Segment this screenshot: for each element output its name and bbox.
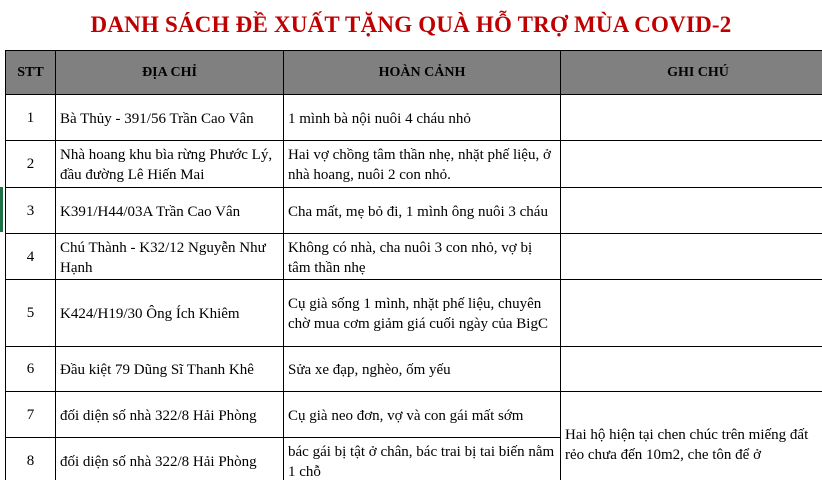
cell-note[interactable] [561, 347, 822, 392]
header-row [6, 51, 822, 95]
cell-stt[interactable]: 5 [6, 280, 56, 347]
cell-address-text: K424/H19/30 Ông Ích Khiêm [60, 306, 240, 322]
header-stt[interactable]: STT [6, 51, 56, 95]
table-row [6, 95, 822, 141]
cell-address-text: đối diện số nhà 322/8 Hải Phòng [60, 453, 257, 470]
sheet-title: DANH SÁCH ĐỀ XUẤT TẶNG QUÀ HỖ TRỢ MÙA COVID-2 [90, 12, 732, 37]
cell-situation[interactable] [284, 95, 561, 141]
cell-address-text: Nhà hoang khu bìa rừng Phước Lý, đầu đường Lê Hiến Mai [60, 147, 273, 183]
cell-address[interactable] [56, 347, 284, 392]
cell-address-text: K391/H44/03A Trần Cao Vân [60, 203, 241, 220]
header-address[interactable]: ĐỊA CHỈ [56, 51, 284, 95]
cell-situation[interactable] [284, 188, 561, 234]
cell-situation[interactable] [284, 438, 561, 480]
cell-address[interactable] [56, 141, 284, 188]
donation-table [5, 50, 822, 480]
cell-situation-text: Cụ già sống 1 mình, nhặt phế liệu, chuyên chờ mua cơm giảm giá cuối ngày của BigC [288, 296, 548, 332]
cell-address[interactable] [56, 280, 284, 347]
cell-note[interactable] [561, 280, 822, 347]
table-row [6, 234, 822, 280]
table-row [6, 347, 822, 392]
cell-stt[interactable]: 2 [6, 141, 56, 188]
table-row [6, 392, 822, 438]
cell-situation[interactable] [284, 280, 561, 347]
cell-address[interactable] [56, 234, 284, 280]
cell-situation-text: Cụ già neo đơn, vợ và con gái mất sớm [288, 407, 524, 424]
cell-address[interactable] [56, 392, 284, 438]
cell-situation[interactable] [284, 234, 561, 280]
cell-note[interactable] [561, 95, 822, 141]
cell-situation[interactable] [284, 141, 561, 188]
cell-address-text: đối diện số nhà 322/8 Hải Phòng [60, 407, 257, 424]
table-row [6, 188, 822, 234]
cell-note[interactable] [561, 234, 822, 280]
cell-address[interactable] [56, 438, 284, 480]
cell-stt[interactable]: 8 [6, 438, 56, 480]
cell-situation[interactable] [284, 347, 561, 392]
table-row [6, 280, 822, 347]
cell-situation-text: bác gái bị tật ở chân, bác trai bị tai biến nằm 1 chỗ [288, 443, 555, 480]
cell-situation-text: Hai vợ chồng tâm thần nhẹ, nhặt phế liệu, ở nhà hoang, nuôi 2 con nhỏ. [288, 147, 551, 183]
cell-stt[interactable]: 3 [6, 188, 56, 234]
cell-note-merged[interactable] [561, 392, 822, 480]
cell-note[interactable] [561, 141, 822, 188]
cell-stt[interactable]: 6 [6, 347, 56, 392]
cell-address[interactable] [56, 95, 284, 141]
merged-note-text: Hai hộ hiện tại chen chúc trên miếng đất rẻo chưa đến 10m2, che tôn để ở [565, 426, 809, 463]
active-row-indicator [0, 187, 3, 232]
cell-stt[interactable]: 1 [6, 95, 56, 141]
cell-stt[interactable]: 7 [6, 392, 56, 438]
cell-situation-text: 1 mình bà nội nuôi 4 cháu nhỏ [288, 110, 471, 127]
cell-address-text: Bà Thủy - 391/56 Trần Cao Vân [60, 110, 254, 127]
cell-situation-text: Sửa xe đạp, nghèo, ốm yếu [288, 362, 451, 378]
cell-situation-text: Không có nhà, cha nuôi 3 con nhỏ, vợ bị tâm thần nhẹ [288, 239, 533, 276]
cell-note[interactable] [561, 188, 822, 234]
cell-address-text: Chú Thành - K32/12 Nguyễn Như Hạnh [60, 239, 266, 276]
cell-address-text: Đầu kiệt 79 Dũng Sĩ Thanh Khê [60, 362, 254, 378]
table-row [6, 141, 822, 188]
header-situation[interactable]: HOÀN CẢNH [284, 51, 561, 95]
header-note[interactable]: GHI CHÚ [561, 51, 822, 95]
cell-situation[interactable] [284, 392, 561, 438]
cell-address[interactable] [56, 188, 284, 234]
cell-situation-text: Cha mất, mẹ bỏ đi, 1 mình ông nuôi 3 cháu [288, 203, 548, 220]
cell-stt[interactable]: 4 [6, 234, 56, 280]
